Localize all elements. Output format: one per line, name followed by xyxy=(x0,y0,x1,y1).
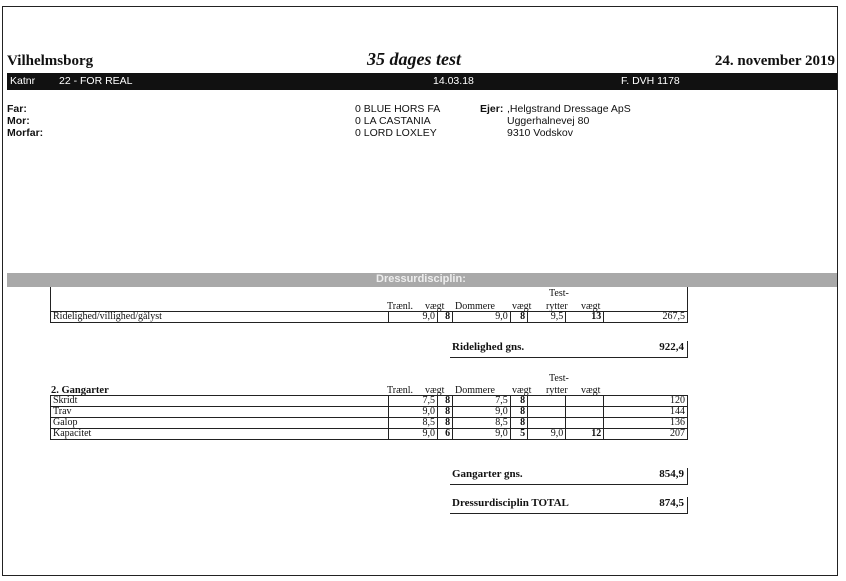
row-label: Kapacitet xyxy=(51,429,389,440)
col-vaegt-header: vægt xyxy=(425,301,445,312)
summary-underline xyxy=(450,357,688,358)
dommere-weight: 8 xyxy=(510,396,527,407)
ridelighed-row xyxy=(51,312,688,323)
total-summary xyxy=(450,497,688,511)
far-value: 0 BLUE HORS FA xyxy=(355,103,441,115)
traenl-weight: 8 xyxy=(437,418,452,429)
mor-label: Mor: xyxy=(7,115,30,127)
summary-rule xyxy=(687,341,688,357)
dommere-weight: 5 xyxy=(510,429,527,440)
dommere-score: 8,5 xyxy=(453,418,511,429)
gangarter-row xyxy=(51,396,688,407)
rytter-weight xyxy=(566,407,604,418)
owner-address xyxy=(507,103,631,139)
owner-label: Ejer: xyxy=(480,103,504,115)
ridelighed-summary xyxy=(450,341,688,355)
pedigree-labels xyxy=(7,103,43,139)
event-date: 24. november 2019 xyxy=(714,53,835,69)
col-vaegt-header: vægt xyxy=(512,301,532,312)
registration-number: F. DVH 1178 xyxy=(621,75,680,87)
col-test-header: Test- xyxy=(549,373,569,384)
col-vaegt-header: vægt xyxy=(581,385,601,396)
gangarter-sum-value: 854,9 xyxy=(659,468,684,480)
gangarter-table xyxy=(50,395,688,440)
dommere-weight: 8 xyxy=(510,407,527,418)
total-sum-label: Dressurdisciplin TOTAL xyxy=(452,497,569,509)
col-dommere-header: Dommere xyxy=(455,301,495,312)
col-vaegt-header: vægt xyxy=(425,385,445,396)
pedigree-values xyxy=(355,103,440,139)
morfar-label: Morfar: xyxy=(7,127,44,139)
birth-date: 14.03.18 xyxy=(433,75,474,87)
section-title: Dressurdisciplin: xyxy=(376,273,466,285)
rytter-score xyxy=(528,396,566,407)
row-label: Skridt xyxy=(51,396,389,407)
ridelighed-sum-label: Ridelighed gns. xyxy=(452,341,525,353)
rytter-score xyxy=(528,407,566,418)
gangarter-title: 2. Gangarter xyxy=(51,385,109,396)
horse-info-bar xyxy=(7,73,837,90)
rytter-score xyxy=(528,418,566,429)
traenl-weight: 8 xyxy=(437,407,452,418)
owner-city: 9310 Vodskov xyxy=(507,127,573,139)
rytter-score: 9,0 xyxy=(528,429,566,440)
score-sheet xyxy=(2,6,838,576)
col-dommere-header: Dommere xyxy=(455,385,495,396)
col-rytter-header: rytter xyxy=(546,301,568,312)
dommere-weight: 8 xyxy=(510,312,527,323)
col-vaegt-header: vægt xyxy=(512,385,532,396)
rytter-weight xyxy=(566,418,604,429)
rytter-weight xyxy=(566,396,604,407)
row-total: 144 xyxy=(604,407,688,418)
morfar-value: 0 LORD LOXLEY xyxy=(355,127,437,139)
mor-value: 0 LA CASTANIA xyxy=(355,115,431,127)
katnr-label: Katnr xyxy=(10,75,36,87)
row-total: 267,5 xyxy=(604,312,688,323)
traenl-score: 7,5 xyxy=(389,396,438,407)
col-traenl-header: Trænl. xyxy=(387,385,414,396)
dommere-score: 9,0 xyxy=(453,429,511,440)
col-rytter-header: rytter xyxy=(546,385,568,396)
katnr-value: 22 - FOR REAL xyxy=(59,75,133,87)
dommere-score: 9,0 xyxy=(453,407,511,418)
row-total: 120 xyxy=(604,396,688,407)
club-name: Vilhelmsborg xyxy=(7,53,94,69)
dommere-weight: 8 xyxy=(510,418,527,429)
gangarter-sum-label: Gangarter gns. xyxy=(452,468,523,480)
traenl-score: 9,0 xyxy=(389,312,438,323)
summary-rule xyxy=(687,497,688,513)
row-label: Ridelighed/villighed/gålyst xyxy=(51,312,389,323)
gangarter-row xyxy=(51,418,688,429)
summary-underline xyxy=(450,513,688,514)
ridelighed-sum-value: 922,4 xyxy=(659,341,684,353)
dommere-score: 9,0 xyxy=(453,312,511,323)
gangarter-row xyxy=(51,429,688,440)
col-test-header: Test- xyxy=(549,288,569,299)
col-vaegt-header: vægt xyxy=(581,301,601,312)
traenl-weight: 8 xyxy=(437,312,452,323)
traenl-weight: 8 xyxy=(437,396,452,407)
traenl-score: 9,0 xyxy=(389,429,438,440)
box-right-line xyxy=(687,287,688,311)
row-total: 207 xyxy=(604,429,688,440)
ridelighed-table xyxy=(50,311,688,323)
owner-street: Uggerhalnevej 80 xyxy=(507,115,590,127)
gangarter-summary xyxy=(450,468,688,482)
total-sum-value: 874,5 xyxy=(659,497,684,509)
summary-rule xyxy=(687,468,688,484)
traenl-score: 9,0 xyxy=(389,407,438,418)
traenl-weight: 6 xyxy=(437,429,452,440)
dommere-score: 7,5 xyxy=(453,396,511,407)
traenl-score: 8,5 xyxy=(389,418,438,429)
rytter-weight: 13 xyxy=(566,312,604,323)
test-title: 35 dages test xyxy=(367,49,461,69)
section-bar xyxy=(7,273,837,287)
box-left-line xyxy=(50,287,51,311)
rytter-score: 9,5 xyxy=(528,312,566,323)
gangarter-row xyxy=(51,407,688,418)
row-label: Trav xyxy=(51,407,389,418)
rytter-weight: 12 xyxy=(566,429,604,440)
owner-name: ,Helgstrand Dressage ApS xyxy=(507,103,631,115)
col-traenl-header: Trænl. xyxy=(387,301,414,312)
far-label: Far: xyxy=(7,103,27,115)
row-label: Galop xyxy=(51,418,389,429)
summary-underline xyxy=(450,484,688,485)
row-total: 136 xyxy=(604,418,688,429)
